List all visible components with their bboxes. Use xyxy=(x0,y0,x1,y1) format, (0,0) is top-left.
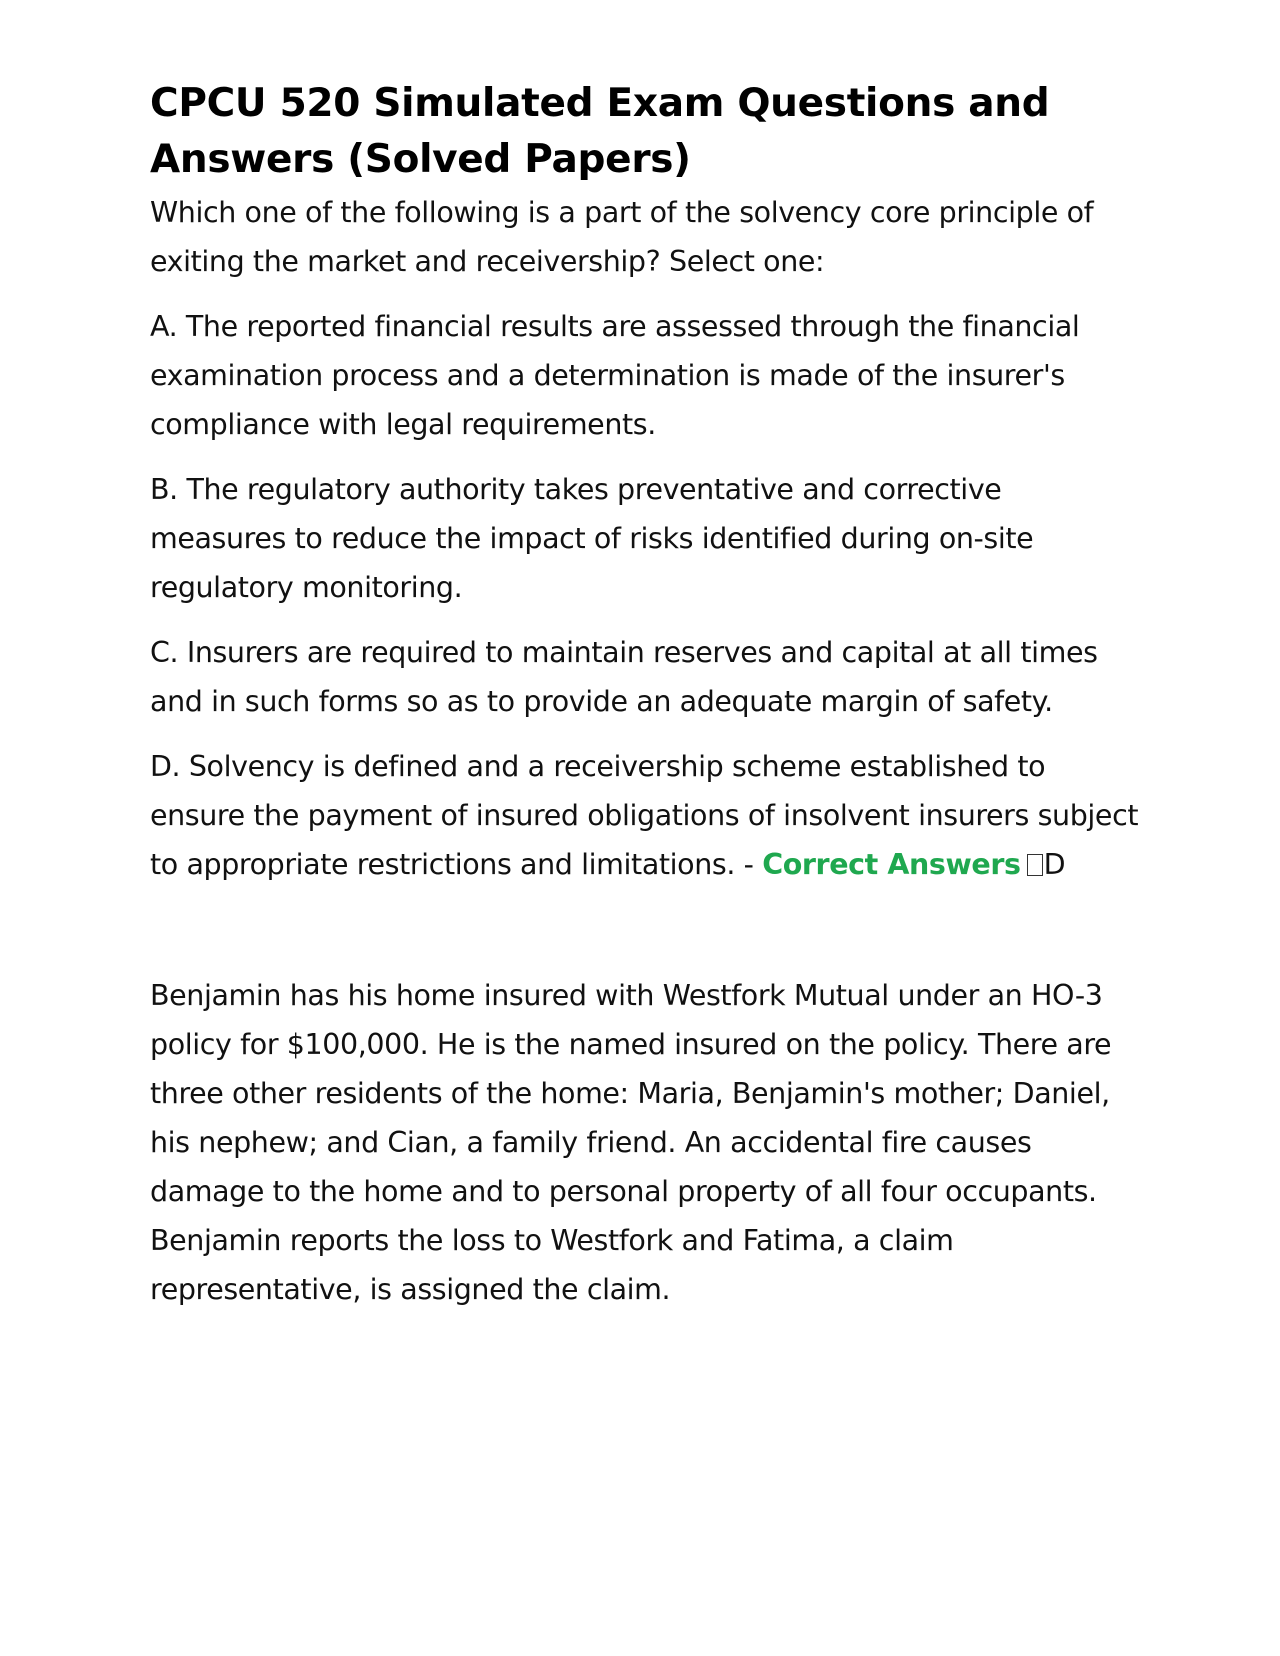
question-1-option-b: B. The regulatory authority takes preventative and corrective measures to reduce the impact of risks identified during on-site regulatory monitoring. xyxy=(150,473,1034,604)
correct-answer-value: D xyxy=(1043,848,1066,881)
document-title: CPCU 520 Simulated Exam Questions and Answers (Solved Papers) xyxy=(150,81,1050,182)
question-1-option-a: A. The reported financial results are assessed through the financial examination process and a determination is made of the insurer's compliance with legal requirements. xyxy=(150,310,1080,441)
missing-glyph-icon xyxy=(1027,854,1043,876)
document-page xyxy=(150,76,1140,1314)
correct-answers-label: Correct Answers xyxy=(762,848,1021,881)
question-2-prompt: Benjamin has his home insured with Westfork Mutual under an HO-3 policy for $100,000. He is the named insured on the policy. There are three other residents of the home: Maria, Benjamin's mother; Daniel, his nephew; and Cian, a family friend. An accidental fire causes damage to the home and to personal property of all four occupants. Benjamin reports the loss to Westfork and Fatima, a claim representative, is assigned the claim. xyxy=(150,979,1112,1306)
question-1-option-c: C. Insurers are required to maintain reserves and capital at all times and in such forms so as to provide an adequate margin of safety. xyxy=(150,636,1098,718)
option-d-text: D. Solvency is defined and a receivership scheme established to ensure the payment of insured obligations of insolvent insurers subject to appropriate restrictions and limitations. - xyxy=(150,750,1139,881)
question-1-prompt: Which one of the following is a part of the solvency core principle of exiting the market and receivership? Select one: xyxy=(150,196,1094,278)
question-1-option-d xyxy=(150,742,1140,889)
